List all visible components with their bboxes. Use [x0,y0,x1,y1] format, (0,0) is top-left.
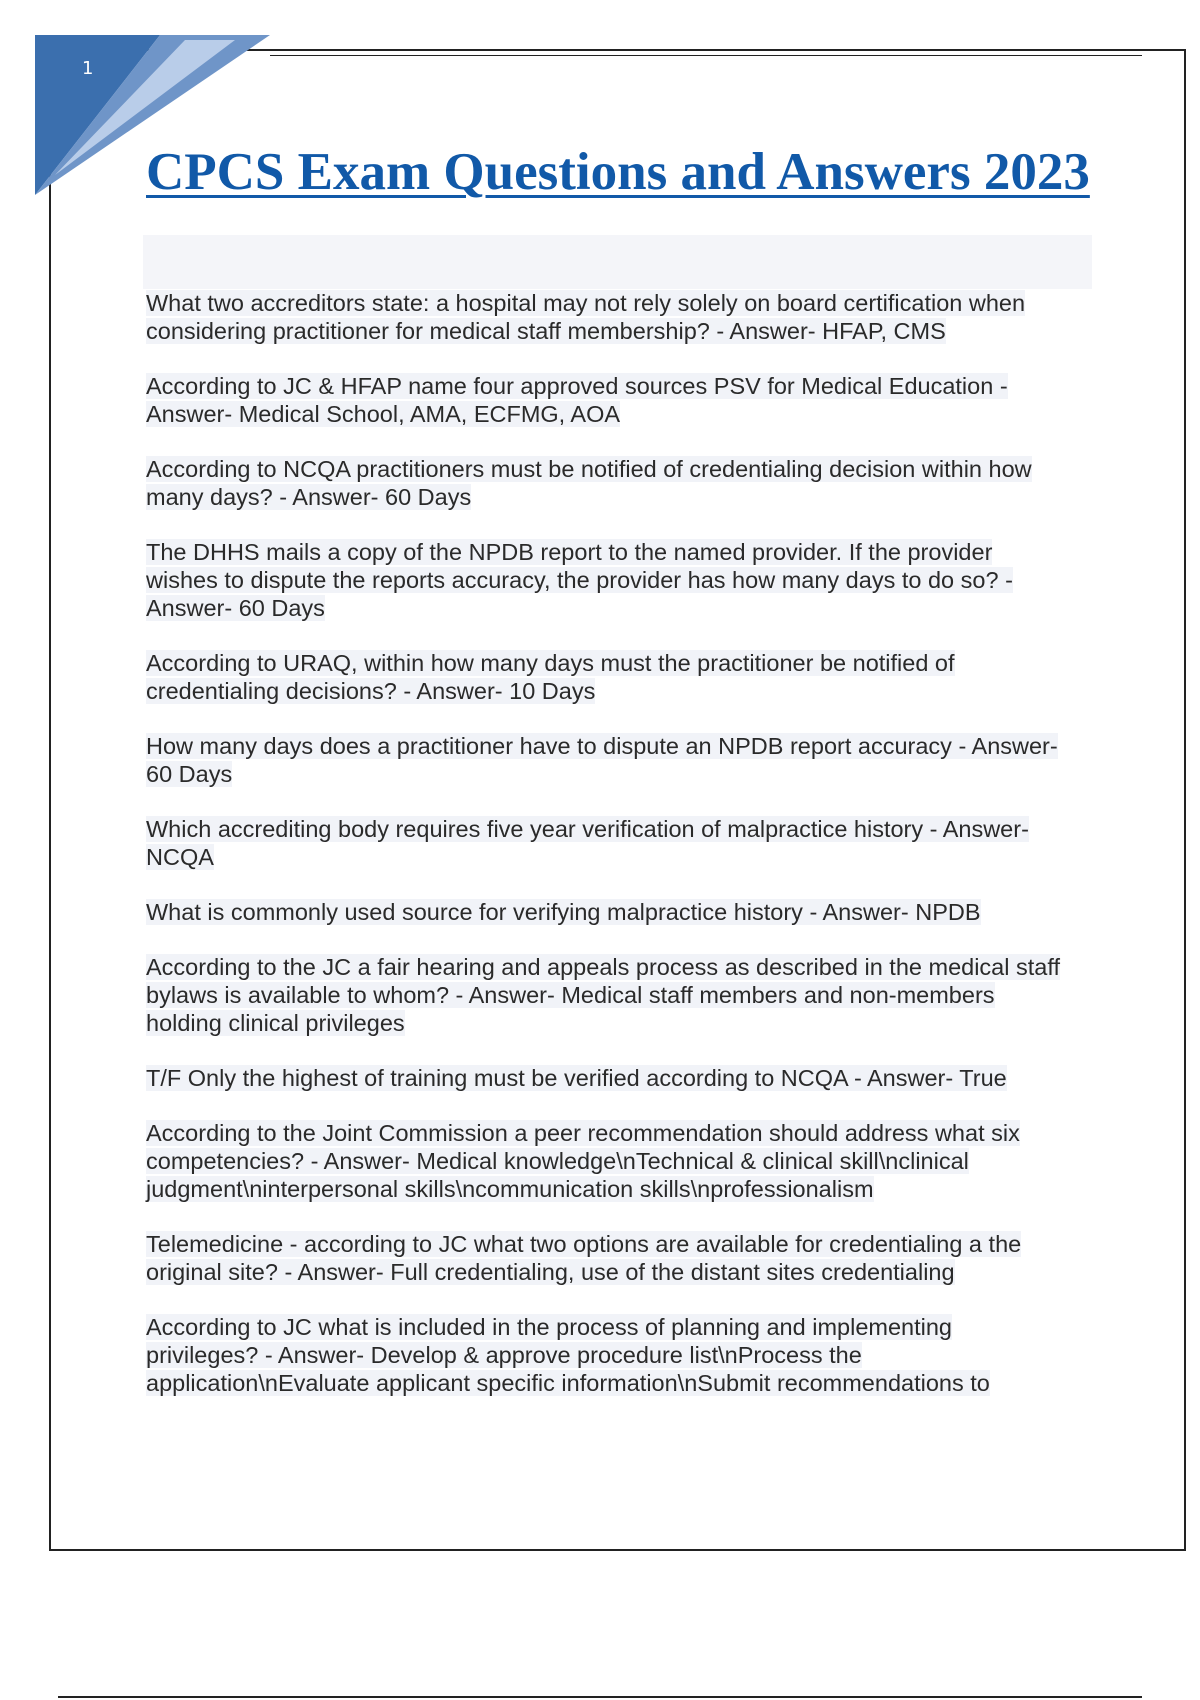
qa-item [146,289,1096,345]
qa-text: According to NCQA practitioners must be notified of credentialing decision within how many days? - Answer- 60 Days [146,456,1032,510]
qa-item [146,953,1096,1037]
qa-text: What two accreditors state: a hospital may not rely solely on board certification when considering practitioner for medical staff membership? - Answer- HFAP, CMS [146,290,1026,344]
qa-item [146,1119,1096,1203]
qa-item [146,538,1096,622]
qa-text: How many days does a practitioner have to dispute an NPDB report accuracy - Answer- 60 Days [146,733,1058,787]
qa-item [146,732,1096,788]
qa-item [146,1313,1096,1397]
qa-item [146,372,1096,428]
qa-text: Telemedicine - according to JC what two options are available for credentialing a the original site? - Answer- Full credentialing, use of the distant sites credentialing [146,1231,1022,1285]
qa-item [146,455,1096,511]
qa-item [146,1064,1096,1092]
qa-text: According to JC what is included in the process of planning and implementing privileges? - Answer- Develop & approve procedure list\nProcess the application\nEvaluate applicant specific information\nSubmit recommendations to [146,1314,990,1396]
qa-item [146,649,1096,705]
page-title: CPCS Exam Questions and Answers 2023 [146,143,1090,201]
qa-text: According to URAQ, within how many days must the practitioner be notified of credentialing decisions? - Answer- 10 Days [146,650,955,704]
footer-rule [58,1696,1142,1698]
title-shading-band [143,235,1092,289]
qa-text: The DHHS mails a copy of the NPDB report to the named provider. If the provider wishes to dispute the reports accuracy, the provider has how many days to do so? - Answer- 60 Days [146,539,1013,621]
qa-text: According to the Joint Commission a peer recommendation should address what six competencies? - Answer- Medical knowledge\nTechnical & clinical skill\nclinical judgment\ninterpersonal skills\ncommunication skills\nprofessionalism [146,1120,1020,1202]
qa-text: Which accrediting body requires five year verification of malpractice history - Answer- NCQA [146,816,1029,870]
qa-text: According to JC & HFAP name four approved sources PSV for Medical Education - Answer- Medical School, AMA, ECFMG, AOA [146,373,1008,427]
qa-item [146,898,1096,926]
qa-item [146,1230,1096,1286]
qa-list [146,289,1096,1424]
qa-text: According to the JC a fair hearing and appeals process as described in the medical staff bylaws is available to whom? - Answer- Medical staff members and non-members holding clinical privileges [146,954,1060,1036]
qa-text: T/F Only the highest of training must be verified according to NCQA - Answer- True [146,1065,1007,1091]
qa-text: What is commonly used source for verifying malpractice history - Answer- NPDB [146,899,981,925]
qa-item [146,815,1096,871]
page-number: 1 [82,58,94,79]
header-rule [270,55,1142,56]
